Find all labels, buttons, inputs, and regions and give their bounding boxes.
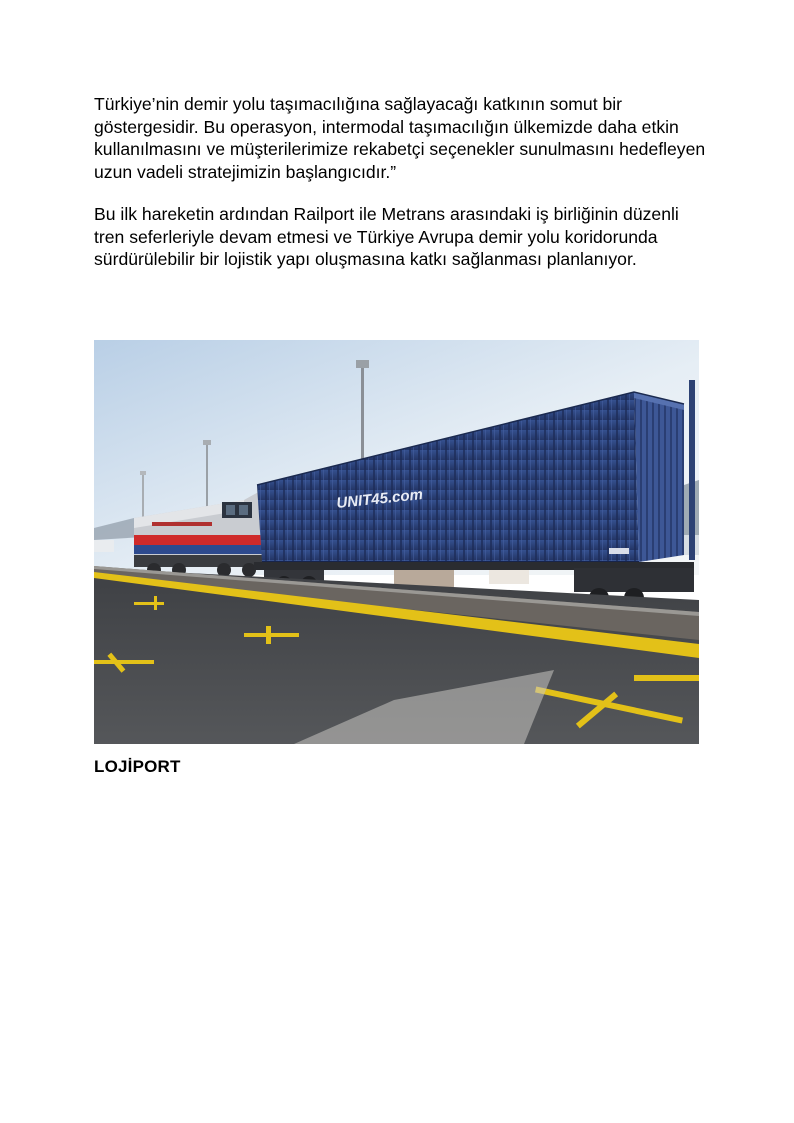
- train-container-photo: [94, 340, 699, 744]
- container-brand-label: UNIT45.com: [335, 486, 424, 512]
- body-paragraph-1: Türkiye’nin demir yolu taşımacılığına sağlayacağı katkının somut bir göstergesidir. Bu operasyon, intermodal taşımacılığın ülkemizde daha etkin kullanılmasını ve müşterilerimize rekabetçi seçenekler sunulmasını hedefleyen uzun vadeli stratejimizin başlangıcıdır.”: [94, 94, 706, 182]
- body-paragraph-2: Bu ilk hareketin ardından Railport ile Metrans arasındaki iş birliğinin düzenli tren seferleriyle devam etmesi ve Türkiye Avrupa demir yolu koridorunda sürdürülebilir bir lojistik yapı oluşmasına katkı sağlanması planlanıyor.: [94, 204, 679, 270]
- photo-caption: LOJİPORT: [94, 757, 181, 776]
